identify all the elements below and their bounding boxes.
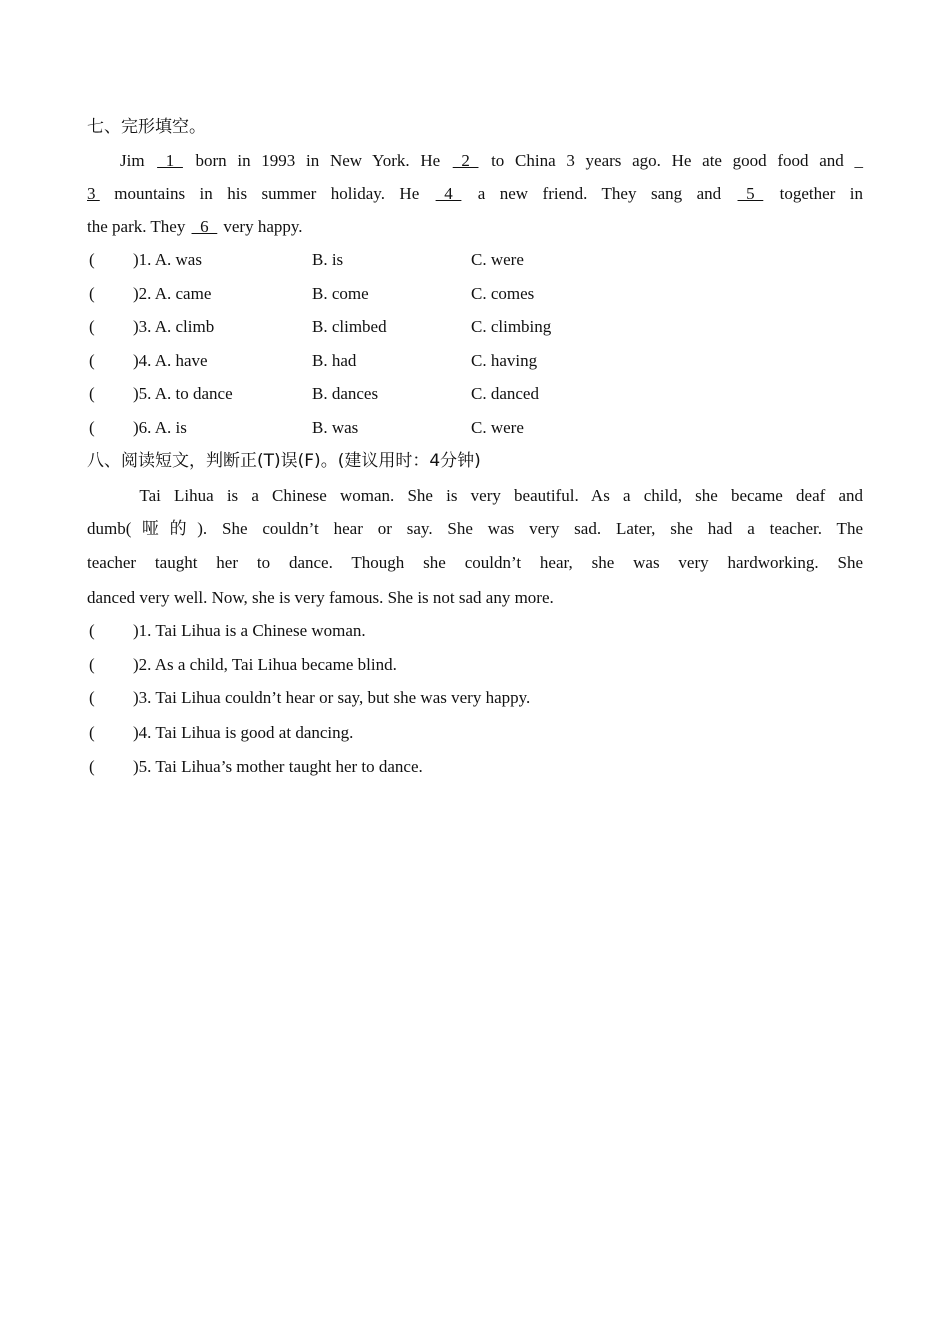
passage-line-2: dumb(哑的). She couldn’t hear or say. She was very sad. Later, she had a teacher. The: [87, 519, 863, 538]
answer-paren[interactable]: (: [89, 317, 95, 336]
statement: )1. Tai Lihua is a Chinese woman.: [133, 621, 366, 640]
section8-heading: 八、阅读短文，判断正(T)误(F)。(建议用时：4分钟): [87, 451, 481, 471]
option-c: C. were: [471, 250, 524, 269]
option-b: B. had: [312, 351, 357, 370]
option-b: B. climbed: [312, 317, 387, 336]
answer-paren[interactable]: (: [89, 723, 95, 742]
answer-paren[interactable]: (: [89, 250, 95, 269]
option-b: B. come: [312, 284, 369, 303]
option-a: )1. A. was: [133, 250, 202, 269]
answer-paren[interactable]: (: [89, 757, 95, 776]
option-a: )2. A. came: [133, 284, 212, 303]
statement: )4. Tai Lihua is good at dancing.: [133, 723, 354, 742]
option-c: C. having: [471, 351, 538, 370]
passage-line-1: Tai Lihua is a Chinese woman. She is very beautiful. As a child, she became deaf and: [87, 486, 863, 505]
answer-paren[interactable]: (: [89, 284, 95, 303]
answer-paren[interactable]: (: [89, 621, 95, 640]
text: to China 3 years ago. He ate good food and _: [480, 151, 864, 170]
blank-2: _2_: [452, 151, 479, 170]
text: born in 1993 in New York. He: [184, 151, 451, 170]
statement: )2. As a child, Tai Lihua became blind.: [133, 655, 397, 674]
text: very happy.: [219, 217, 303, 236]
option-c: C. danced: [471, 384, 539, 403]
section7-heading: 七、完形填空。: [87, 117, 206, 137]
option-b: B. was: [312, 418, 359, 437]
answer-paren[interactable]: (: [89, 418, 95, 437]
blank-1: _1_: [157, 151, 183, 170]
text: together in: [765, 184, 864, 203]
blank-3: 3: [87, 184, 100, 203]
cloze-line-2: [87, 184, 863, 204]
option-b: B. dances: [312, 384, 379, 403]
cloze-line-3: [87, 217, 863, 237]
text: a new friend. They sang and: [463, 184, 736, 203]
option-c: C. comes: [471, 284, 535, 303]
statement: )5. Tai Lihua’s mother taught her to dance.: [133, 757, 423, 776]
option-c: C. climbing: [471, 317, 552, 336]
answer-paren[interactable]: (: [89, 655, 95, 674]
option-c: C. were: [471, 418, 524, 437]
option-a: )6. A. is: [133, 418, 187, 437]
option-a: )3. A. climb: [133, 317, 215, 336]
answer-paren[interactable]: (: [89, 351, 95, 370]
text: the park. They: [87, 217, 190, 236]
passage-line-4: danced very well. Now, she is very famous. She is not sad any more.: [87, 588, 554, 607]
text: Jim: [120, 151, 156, 170]
blank-4: _4_: [435, 184, 462, 203]
statement: )3. Tai Lihua couldn’t hear or say, but she was very happy.: [133, 688, 531, 707]
option-a: )4. A. have: [133, 351, 208, 370]
blank-6: _6_: [191, 217, 218, 236]
option-b: B. is: [312, 250, 344, 269]
text: mountains in his summer holiday. He: [99, 184, 434, 203]
passage-line-3: teacher taught her to dance. Though she couldn’t hear, she was very hardworking. She: [87, 553, 863, 572]
option-a: )5. A. to dance: [133, 384, 233, 403]
answer-paren[interactable]: (: [89, 384, 95, 403]
blank-5: _5_: [737, 184, 764, 203]
answer-paren[interactable]: (: [89, 688, 95, 707]
cloze-line-1: [120, 151, 863, 171]
